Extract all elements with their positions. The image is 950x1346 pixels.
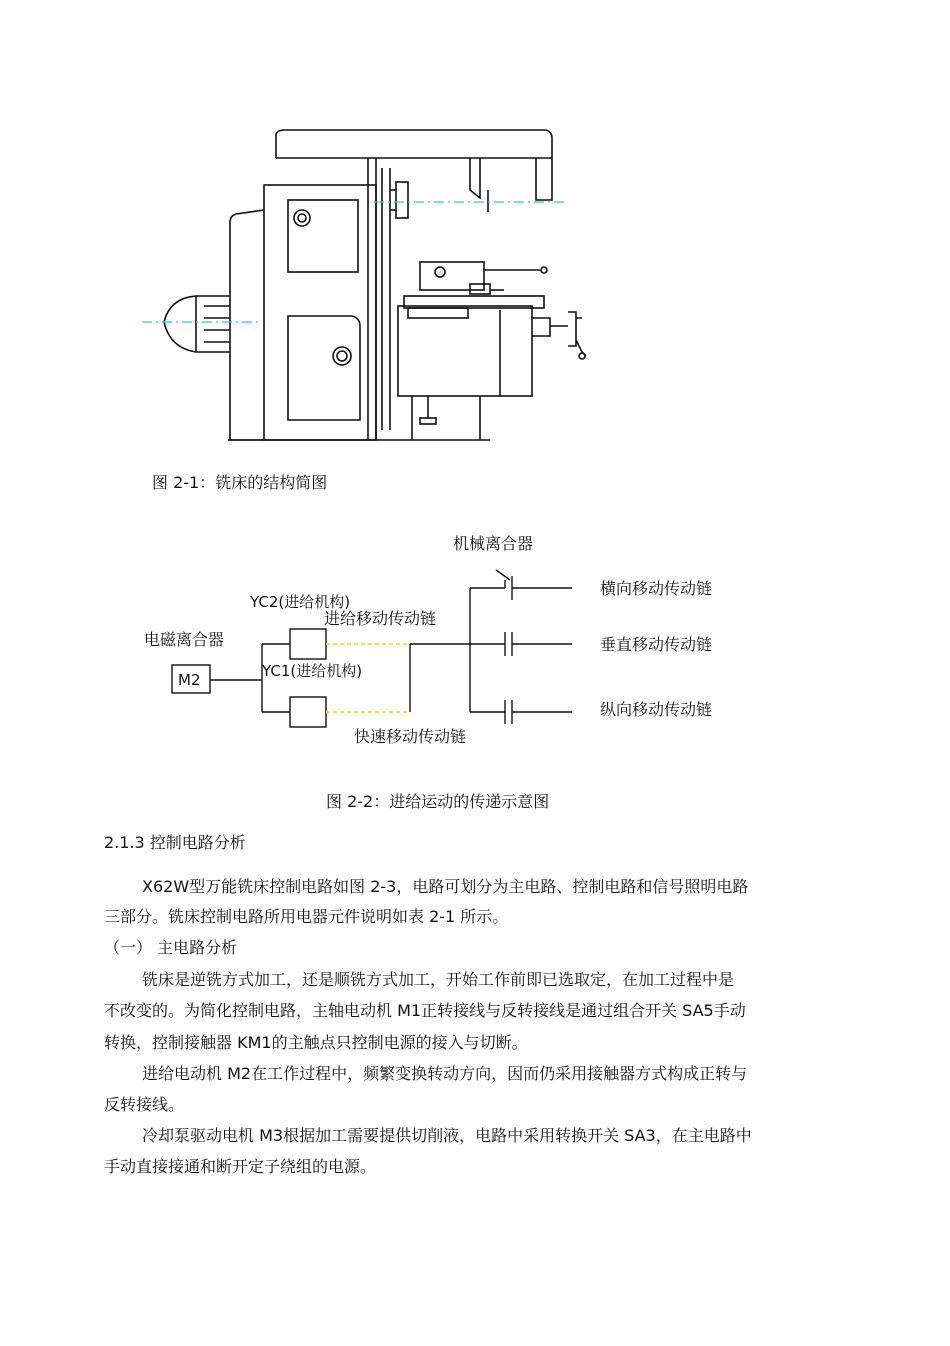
- yc1-box: [290, 697, 326, 727]
- milling-machine-diagram: [130, 120, 610, 450]
- fast-chain-label: 快速移动传动链: [354, 727, 467, 746]
- para2-line1: 铣床是逆铣方式加工，还是顺铣方式加工，开始工作前即已选取定，在加工过程中是: [142, 970, 735, 989]
- m2-label: M2: [178, 671, 201, 689]
- yc2-box: [290, 629, 326, 659]
- figure2-caption: 图 2-2：进给运动的传递示意图: [326, 792, 550, 811]
- yc1-label: YC1(进给机构): [262, 662, 363, 680]
- section-heading: 2.1.3 控制电路分析: [104, 833, 246, 852]
- para2-line2: 不改变的。为简化控制电路，主轴电动机 M1正转接线与反转接线是通过组合开关 SA5手动: [104, 1001, 746, 1020]
- vertical-chain-label: 垂直移动传动链: [600, 635, 713, 654]
- para3-line2: 反转接线。: [104, 1095, 185, 1114]
- yc2-label: YC2(进给机构): [250, 593, 351, 611]
- para1-line2: 三部分。铣床控制电路所用电器元件说明如表 2-1 所示。: [104, 907, 509, 926]
- mechanical-clutch-label: 机械离合器: [453, 534, 534, 553]
- para3-line1: 进给电动机 M2在工作过程中，频繁变换转动方向，因而仍采用接触器方式构成正转与: [142, 1064, 748, 1083]
- feed-chain-label: 进给移动传动链: [324, 609, 437, 628]
- figure1-caption: 图 2-1：铣床的结构简图: [152, 473, 328, 492]
- para2-line3: 转换，控制接触器 KM1的主触点只控制电源的接入与切断。: [104, 1033, 528, 1052]
- para1-line1: X62W型万能铣床控制电路如图 2-3，电路可划分为主电路、控制电路和信号照明电路: [142, 877, 749, 896]
- feed-transmission-diagram: [130, 525, 770, 755]
- para4-line2: 手动直接接通和断开定子绕组的电源。: [104, 1157, 377, 1176]
- transverse-chain-label: 横向移动传动链: [600, 579, 713, 598]
- em-clutch-label: 电磁离合器: [144, 630, 225, 649]
- longitudinal-chain-label: 纵向移动传动链: [600, 700, 713, 719]
- subsection-heading: （一） 主电路分析: [104, 938, 238, 957]
- para4-line1: 冷却泵驱动电机 M3根据加工需要提供切削液，电路中采用转换开关 SA3，在主电路中: [142, 1126, 752, 1145]
